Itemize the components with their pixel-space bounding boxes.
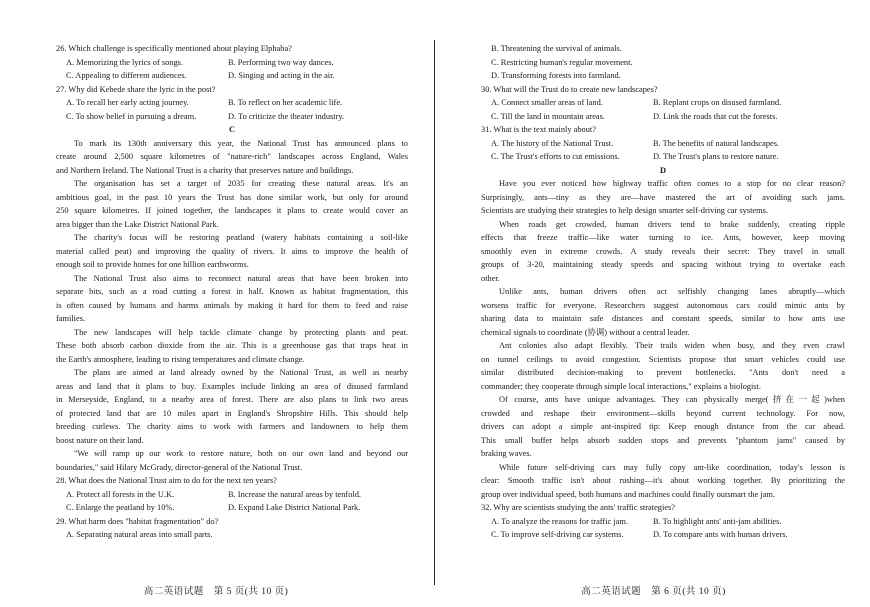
passage-line: breeding curlews. The charity aims to work with farmers and landowners to help them bbox=[56, 422, 408, 431]
answer-options-row bbox=[481, 515, 845, 529]
passage-line: in Merseyside, England, to a nearby area of forest. There are also plans to link two areas bbox=[56, 395, 408, 404]
passage-line: "We will ramp up our work to restore nature, both on our own land and beyond our bbox=[74, 449, 408, 458]
passage-line: boundaries," said Hilary McGrady, director-general of the National Trust. bbox=[56, 462, 303, 472]
exam-page-right bbox=[437, 0, 870, 607]
passage-line: smoothly even in extreme crowds. A study reveals their secret: They travel in small bbox=[481, 246, 845, 256]
answer-option: A. The history of the National Trust. bbox=[491, 138, 614, 148]
answer-option: C. To show belief in pursuing a dream. bbox=[66, 111, 197, 121]
passage-line: Unlike ants, human drivers often act selfishly changing lanes abruptly—which bbox=[499, 287, 845, 296]
answer-option: B. Threatening the survival of animals. bbox=[491, 44, 622, 53]
answer-option: A. To recall her early acting journey. bbox=[66, 98, 189, 107]
passage-line: The new landscapes will help tackle climate change by protecting plants and peat. bbox=[74, 327, 408, 337]
passage-line: Surprisingly, ants—tiny as they are—have mastered the art of avoiding such jams. bbox=[481, 192, 845, 202]
passage-line: clear: Smooth traffic isn't about rushing—it's about working together. By prioritizing the bbox=[481, 476, 845, 485]
passage-line: other. bbox=[481, 273, 500, 283]
text-column-right bbox=[481, 0, 845, 542]
passage-line: The National Trust also aims to reconnect natural areas that have been broken into bbox=[74, 273, 408, 283]
answer-option: D. Transforming forests into farmland. bbox=[491, 71, 621, 80]
passage-line: While future self-driving cars may fully copy ant-like coordination, today's lesson is bbox=[499, 462, 845, 472]
passage-line: The plans are aimed at land already owned by the National Trust, as well as nearby bbox=[74, 368, 408, 377]
question-stem: 27. Why did Kebede share the lyric in the post? bbox=[56, 84, 216, 94]
answer-options-row bbox=[56, 501, 408, 515]
passage-line: create around 2,500 square kilometres of "nature-rich" landscapes across England, Wales bbox=[56, 152, 408, 161]
page-footer-right: 高二英语试题 第 6 页(共 10 页) bbox=[581, 587, 726, 597]
passage-line: group over individual speed, both humans and machines could finally outsmart the jam. bbox=[481, 489, 775, 499]
passage-line: Ant colonies also adapt flexibly. Their trails widen when busy, and they even crawl bbox=[499, 341, 845, 350]
answer-option: C. Enlarge the peatland by 10%. bbox=[66, 503, 175, 512]
passage-line: the Earth's atmosphere, leading to rising temperatures and climate change. bbox=[56, 354, 305, 364]
answer-option: B. The benefits of natural landscapes. bbox=[653, 138, 780, 148]
answer-options-row bbox=[481, 96, 845, 110]
passage-line: To mark its 130th anniversary this year, the National Trust has announced plans to bbox=[74, 138, 408, 148]
answer-options-row bbox=[56, 488, 408, 502]
passage-line: Scientists are studying their strategies to help design smarter self-driving car systems. bbox=[481, 206, 769, 215]
answer-option: C. The Trust's efforts to cut emissions. bbox=[491, 152, 620, 161]
answer-option: A. Memorizing the lyrics of songs. bbox=[66, 57, 184, 67]
answer-options-row bbox=[56, 96, 408, 110]
passage-line: This small buffer helps absorb sudden stops and prevents "phantom jams" caused by bbox=[481, 435, 845, 445]
answer-options-row bbox=[481, 137, 845, 151]
passage-line: drivers can adopt a simple ant-inspired tip: Keep enough distance from the car ahead. bbox=[481, 422, 845, 431]
answer-options-row bbox=[56, 110, 408, 124]
answer-option: D. To compare ants with human drivers. bbox=[653, 530, 788, 539]
answer-option: A. To analyze the reasons for traffic jam. bbox=[491, 516, 629, 526]
answer-option: D. Link the roads that cut the forests. bbox=[653, 111, 778, 121]
passage-line: on tunnel ceilings to avoid congestion. Scientists propose that smart vehicles could use bbox=[481, 354, 845, 364]
answer-option: B. Increase the natural areas by tenfold. bbox=[228, 489, 362, 499]
passage-line: sharing data to maintain safe distances and constant speeds, similar to how ants use bbox=[481, 314, 845, 323]
answer-option: D. To criticize the theater industry. bbox=[228, 111, 345, 121]
passage-line: When roads get crowded, human drivers tend to brake suddenly, creating ripple bbox=[499, 219, 845, 229]
answer-option: A. Protect all forests in the U.K. bbox=[66, 489, 175, 499]
question-stem: 29. What harm does "habitat fragmentation" do? bbox=[56, 516, 219, 526]
passage-lines-right bbox=[481, 0, 845, 542]
answer-options-row bbox=[56, 69, 408, 83]
answer-option: B. Replant crops on disused farmland. bbox=[653, 98, 782, 107]
passage-line: effects that freeze traffic—like water turning to ice. Ants, however, keep moving bbox=[481, 233, 845, 242]
passage-line: Have you ever noticed how highway traffic often comes to a stop for no clear reason? bbox=[499, 179, 845, 188]
answer-option: C. Till the land in mountain areas. bbox=[491, 111, 605, 121]
passage-line: groups of 3-20, maintaining steady speeds and spacing without trying to overtake each bbox=[481, 260, 845, 269]
question-stem: 30. What will the Trust do to create new landscapes? bbox=[481, 84, 658, 94]
passage-line: and Northern Ireland. The National Trust is a charity that preserves nature and buildings. bbox=[56, 165, 354, 175]
answer-option: D. Expand Lake District National Park. bbox=[228, 503, 361, 512]
answer-option: C. Restricting human's regular movement. bbox=[491, 57, 633, 67]
answer-options-row bbox=[481, 528, 845, 542]
answer-option: A. Connect smaller areas of land. bbox=[491, 98, 603, 107]
passage-line: 250 square kilometres. If joined together, the landscapes it plans to create would cover an bbox=[56, 206, 408, 215]
passage-line: The charity's focus will be restoring peatland (watery habitats containing a soil-like bbox=[74, 233, 408, 242]
answer-options-row bbox=[481, 110, 845, 124]
passage-line: The organisation has set a target of 2035 for creating these natural areas. It's an bbox=[74, 179, 408, 188]
passage-line: braking waves. bbox=[481, 449, 532, 458]
answer-options-row bbox=[56, 56, 408, 70]
answer-option: D. The Trust's plans to restore nature. bbox=[653, 152, 779, 161]
passage-line: crowded and reshape their environment—skills beyond current technology. For now, bbox=[481, 408, 845, 418]
answer-option: A. Separating natural areas into small parts. bbox=[66, 530, 213, 539]
answer-option: D. Singing and acting in the air. bbox=[228, 71, 335, 80]
passage-lines-left bbox=[56, 0, 408, 542]
passage-line: area bigger than the Lake District National Park. bbox=[56, 219, 219, 229]
passage-line: is often caused by humans and harms animals by making it hard for them to feed and raise bbox=[56, 300, 408, 310]
passage-line: chemical signals to coordinate (协调) without a central leader. bbox=[481, 327, 690, 337]
answer-options-row bbox=[481, 150, 845, 164]
passage-line: separate bits, such as a road cutting a forest in half. Known as habitat fragmentation, this bbox=[56, 287, 408, 296]
passage-line: areas and land that it plans to buy. Examples include linking an area of disused farmland bbox=[56, 381, 408, 391]
answer-option: C. To improve self-driving car systems. bbox=[491, 530, 624, 539]
answer-option: C. Appealing to different audiences. bbox=[66, 71, 187, 80]
answer-option: B. To reflect on her academic life. bbox=[228, 98, 343, 107]
text-column-left bbox=[56, 0, 408, 542]
answer-option: B. Performing two way dances. bbox=[228, 57, 334, 67]
passage-line: Of course, ants have unique advantages. They can physically merge(挤在一起)when bbox=[499, 395, 845, 404]
question-stem: 26. Which challenge is specifically mentioned about playing Elphaba? bbox=[56, 44, 292, 53]
passage-line: of protected land that are 10 miles apart in England's Shropshire Hills. This should help bbox=[56, 408, 408, 418]
passage-line: boost nature on their land. bbox=[56, 435, 144, 445]
question-stem: 31. What is the text mainly about? bbox=[481, 125, 596, 134]
page-footer-left: 高二英语试题 第 5 页(共 10 页) bbox=[143, 587, 289, 597]
page-divider bbox=[434, 40, 435, 585]
answer-option: B. To highlight ants' anti-jam abilities. bbox=[653, 516, 782, 526]
passage-line: families. bbox=[56, 314, 86, 323]
question-stem: 32. Why are scientists studying the ants' traffic strategies? bbox=[481, 503, 676, 512]
passage-line: These both absorb carbon dioxide from the air. This is a greenhouse gas that traps heat in bbox=[56, 341, 408, 350]
passage-line: ambitious goal, in the past 10 years the Trust has done similar work, but only for around bbox=[56, 192, 408, 202]
exam-page-left bbox=[0, 0, 432, 607]
passage-line: enough soil to provide homes for one billion earthworms. bbox=[56, 260, 249, 269]
passage-line: commander; they cooperate through simple local interactions," explains a biologist. bbox=[481, 381, 761, 391]
passage-line: worsens traffic for everyone. Researchers suggest autonomous cars could mimic ants by bbox=[481, 300, 845, 310]
question-stem: 28. What does the National Trust aim to do for the next ten years? bbox=[56, 476, 277, 485]
passage-line: similar distributed decision-making to prevent bottlenecks. "Ants don't need a bbox=[481, 368, 845, 377]
section-heading: D bbox=[659, 165, 667, 175]
passage-line: material called peat) and improving the quality of rivers. It aims to improve the health of bbox=[56, 246, 408, 256]
section-heading: C bbox=[228, 125, 236, 134]
